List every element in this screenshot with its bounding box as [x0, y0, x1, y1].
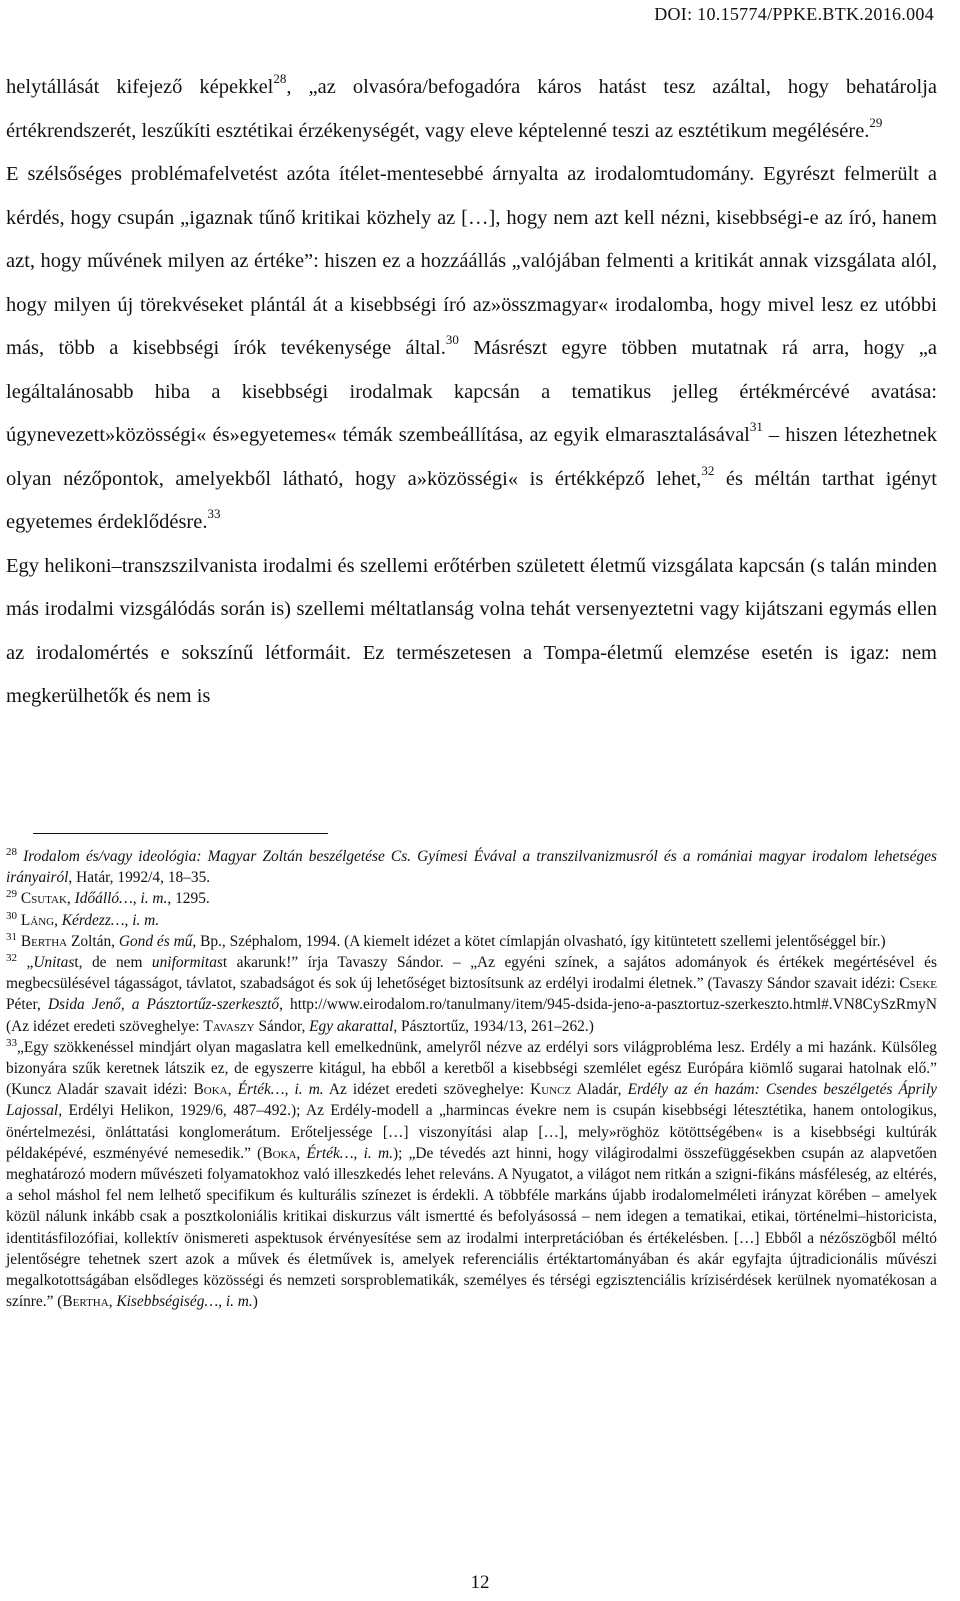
footnotes [6, 846, 937, 1312]
footnote-ref-30[interactable]: 30 [445, 332, 459, 347]
footnote-ref-28[interactable]: 28 [273, 71, 287, 86]
footnote-ref-33[interactable]: 33 [207, 506, 221, 521]
footnote-ref-29[interactable]: 29 [869, 114, 883, 130]
main-text [6, 66, 937, 719]
footnote-divider [33, 833, 328, 834]
paragraph-1: helytállását kifejező képekkel$^{28}$, „az olvasóra/befogadóra káros hatást tesz azáltal, hogy behatárolja értékrendszerét, leszűkíti esztétikai érzékenységét, vagy eleve képtelenné teszi az esztétikum megélésére.$^{29}$ [6, 71, 938, 142]
footnote-31: $^{31}$ Bertha Zoltán, Gond és mű, Bp., Széphalom, 1994. (A kiemelt idézet a kötet címlapján olvasható, így kitüntetett szellemi jelentőséggel bír.) [6, 930, 886, 950]
footnote-32: $^{32}$ „Unitast, de nem uniformitast akarunk!” írja Tavaszy Sándor. – „Az egyéni színek, a sajátos adományok és értékek megértésével és megbecsülésével tágasságot, távlatot, szabadságot és sok új lehetőséget biztosítsunk az erdélyi irodalmi életnek.” (Tavaszy Sándor szavait idézi: Cseke Péter, Dsida Jenő, a Pásztortűz-szerkesztő, http://www.eirodalom.ro/tanulmany/item/945-dsida-jeno-a-pasztortuz-szerkeszto.html#.VN8CySzRmyN (Az idézet eredeti szöveghelye: Tavaszy Sándor, Egy akarattal, Pásztortűz, 1934/13, 261–262.) [6, 952, 937, 1035]
page-number: 12 [470, 1572, 490, 1593]
footnote-ref-31[interactable]: 31 [749, 419, 763, 434]
footnote-ref-32[interactable]: 32 [701, 462, 715, 478]
footnote-29: $^{29}$ Csutak, Időálló…, i. m., 1295. [6, 888, 210, 908]
footnote-30: $^{30}$ Láng, Kérdezz…, i. m. [6, 909, 160, 929]
footnote-28: $^{28}$ Irodalom és/vagy ideológia: Magyar Zoltán beszélgetése Cs. Gyímesi Évával a transzilvanizmusról és a romániai magyar irodalom lehetséges irányairól, Határ, 1992/4, 18–35. [6, 846, 937, 887]
paragraph-2: E szélsőséges problémafelvetést azóta ítélet-mentesebbé árnyalta az irodalomtudomány. Egyrészt felmerült a kérdés, hogy csupán „igaznak tűnő kritikai közhely az […], hogy nem azt kell nézni, kisebbségi-e az író, hanem azt, hogy művének milyen az értéke”: hiszen ez a hozzáállás „valójában felmenti a kritikát annak vizsgálata alól, hogy milyen új törekvéseket plántál át a kisebbségi író az»összmagyar« irodalomba, hogy mivel lesz ez utóbbi más, több a kisebbségi írók tevékenysége által.$^{30}$ Másrészt egyre többen mutatnak rá arra, hogy „a legáltalánosabb hiba a kisebbségi irodalmak kapcsán a tematikus jelleg értékmércévé avatása: úgynevezett»közösségi« és»egyetemes« témák szembeállítása, az egyik elmarasztalásával$^{31}$ – hiszen létezhetnek olyan nézőpontok, amelyekből látható, hogy a»közösségi« is értékképző lehet,$^{32}$ és méltán tarthat igényt egyetemes érdeklődésre.$^{33}$ [6, 163, 938, 533]
footnote-33: $^{33}$„Egy szökkenéssel mindjárt olyan magaslatra kell emelkednünk, amelyről nézve az erdélyi sors világprobléma lesz. Erdély a mi hazánk. Külsőleg bizonyára szűk keretnek látszik ez, de egyszerre kitágul, ha ebből a keretből a kisebbségi szemlélet egész Európára kiömlő sugarai hatolnak elő.” (Kuncz Aladár szavait idézi: Boka, Érték…, i. m. Az idézet eredeti szöveghelye: Kuncz Aladár, Erdély az én hazám: Csendes beszélgetés Áprily Lajossal, Erdélyi Helikon, 1929/6, 487–492.); Az Erdély-modell a „harmincas évekre nem is csupán kisebbségi létesztétika, hanem ontologikus, önértelmezési, önláttatási konglomerátum. Erőteljessége […] viszonyítási alap […], mely»röghöz kötöttségében« is a kisebbségi kultúrák példaképévé, eszményévé nemesedik.” (Boka, Érték…, i. m.); „De tévedés azt hinni, hogy világirodalmi összefüggésekben csupán az alapvetően meghatározó modern művészeti folyamatokhoz való illeszkedés lehet releváns. A Nyugatot, a világot nem ritkán a szigni-fikáns másféleség, az eltérés, a sehol máshol fel nem lelhető specifikum és kulturális színezet is érdekli. A többféle markáns újabb irodalomelméleti irányzat körében – amelyek közül nálunk inkább csak a posztkoloniális kritikai diskurzus vált ismertté és befolyásossá – nem idegen a tematikai, etikai, történelmi–historicista, identitásfilozófiai, kollektív önismereti aspektusok érvényesítése sem az irodalmi interpretációban és értékelésben. […] Ebből a nézőszögből méltó jelentőségre tehetnek szert azok a művek és életművek is, amelyek referenciális értéktartományában és akár egyfajta újtradicionális művészi megalkotottságában elsődleges közösségi és nemzeti sorsproblematikák, személyes és térségi egzisztenciális krízisérdések kerülnek nyomatékosan a színre.” (Bertha, Kisebbségiség…, i. m.) [6, 1036, 937, 1311]
doi-header: DOI: 10.15774/PPKE.BTK.2016.004 [654, 4, 934, 24]
paragraph-3: Egy helikoni–transzszilvanista irodalmi és szellemi erőtérben született életmű vizsgálata kapcsán (s talán minden más irodalmi vizsgálódás során is) szellemi méltatlanság volna tehát versenyeztetni vagy kijátszani egymás ellen az irodalomértés e sokszínű létformáit. Ez természetesen a Tompa-életmű elemzése esetén is igaz: nem megkerülhetők és nem is [6, 554, 937, 707]
